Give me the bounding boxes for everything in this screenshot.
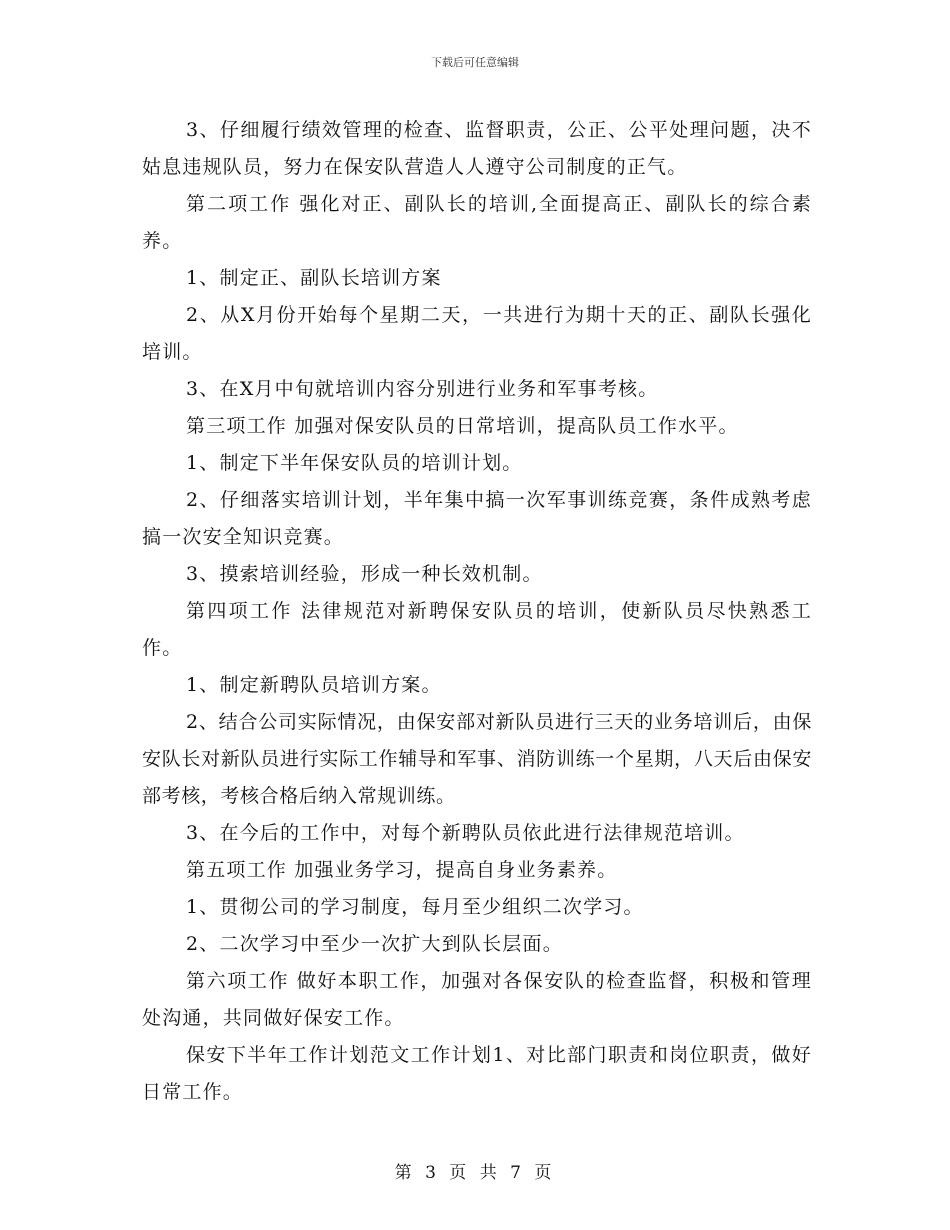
- paragraph: 2、从X月份开始每个星期二天，一共进行为期十天的正、副队长强化培训。: [142, 304, 812, 363]
- section-heading: 第二项工作 强化对正、副队长的培训,全面提高正、副队长的综合素养。: [142, 193, 812, 252]
- paragraph: 2、二次学习中至少一次扩大到队长层面。: [186, 933, 563, 955]
- paragraph: 3、在今后的工作中，对每个新聘队员依此进行法律规范培训。: [186, 822, 745, 844]
- paragraph: 3、摸索培训经验，形成一种长效机制。: [186, 563, 543, 585]
- section-heading: 第三项工作 加强对保安队员的日常培训，提高队员工作水平。: [186, 415, 739, 437]
- page-header-note: 下载后可任意编辑: [431, 56, 519, 69]
- paragraph: 1、制定下半年保安队员的培训计划。: [186, 452, 523, 474]
- section-heading: 第五项工作 加强业务学习，提高自身业务素养。: [186, 859, 618, 881]
- paragraph: 2、仔细落实培训计划，半年集中搞一次军事训练竞赛，条件成熟考虑搞一次安全知识竞赛。: [142, 489, 812, 548]
- section-heading: 第六项工作 做好本职工作，加强对各保安队的检查监督，积极和管理处沟通，共同做好保安工作。: [142, 970, 812, 1029]
- paragraph: 2、结合公司实际情况，由保安部对新队员进行三天的业务培训后，由保安队长对新队员进行实际工作辅导和军事、消防训练一个星期，八天后由保安部考核，考核合格后纳入常规训练。: [142, 711, 812, 807]
- page-number: 第 3 页 共 7 页: [394, 1163, 556, 1183]
- paragraph: 3、仔细履行绩效管理的检查、监督职责，公正、公平处理问题，决不姑息违规队员，努力在保安队营造人人遵守公司制度的正气。: [142, 119, 812, 178]
- document-body: [142, 112, 812, 1111]
- paragraph: 1、制定新聘队员培训方案。: [186, 674, 442, 696]
- paragraph: 1、贯彻公司的学习制度，每月至少组织二次学习。: [186, 896, 644, 918]
- paragraph: 1、制定正、副队长培训方案: [186, 267, 442, 289]
- section-heading: 第四项工作 法律规范对新聘保安队员的培训，使新队员尽快熟悉工作。: [142, 600, 812, 659]
- paragraph: 保安下半年工作计划范文工作计划1、对比部门职责和岗位职责，做好日常工作。: [142, 1044, 812, 1103]
- paragraph: 3、在X月中旬就培训内容分别进行业务和军事考核。: [186, 378, 659, 400]
